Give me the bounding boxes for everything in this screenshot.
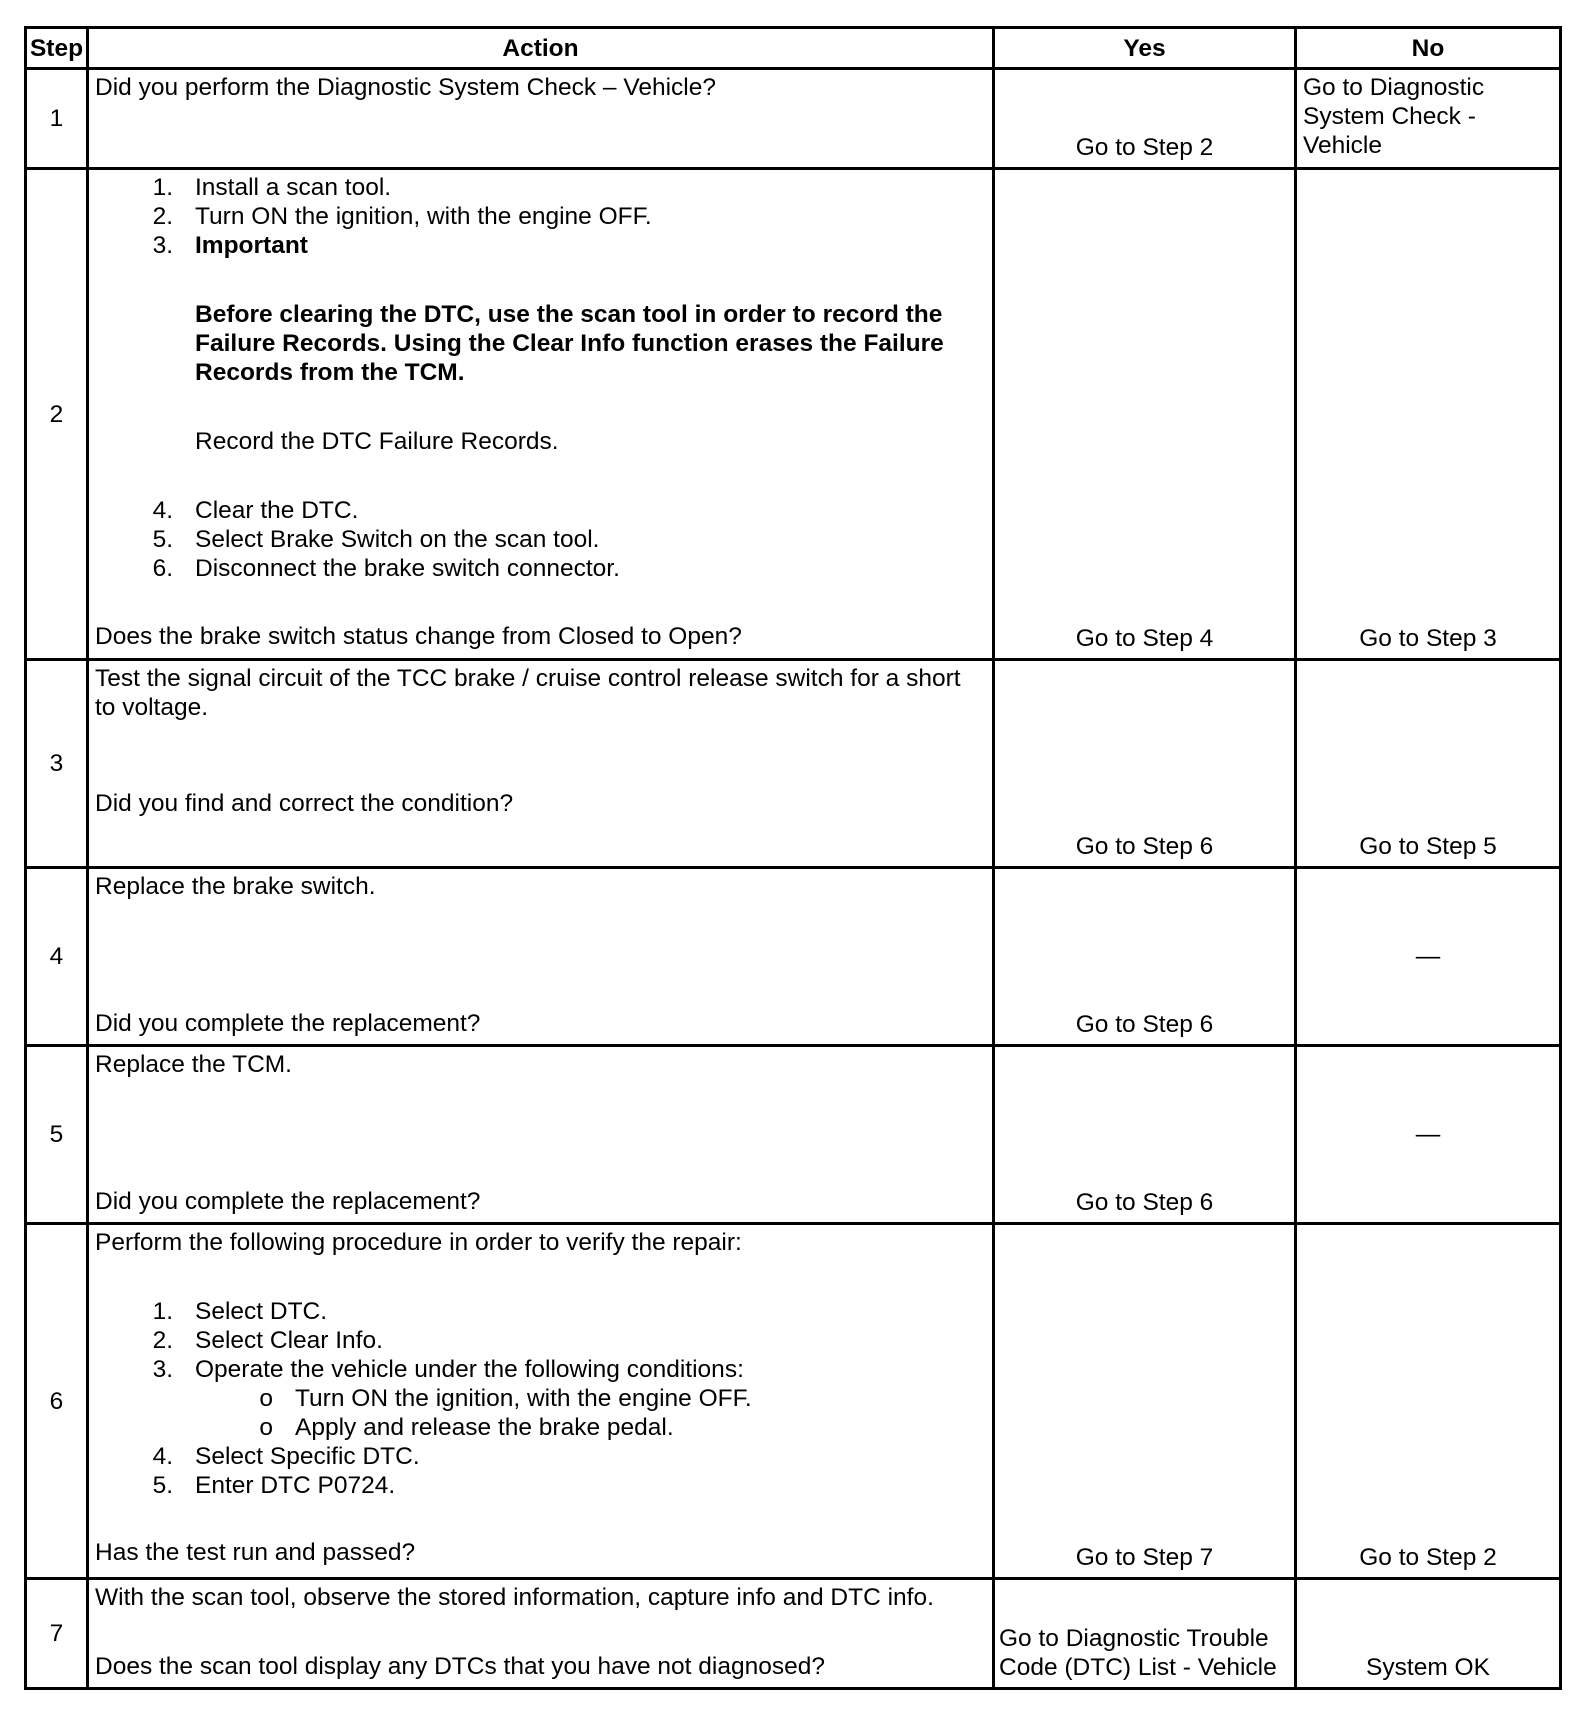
no-cell: System OK	[1296, 1579, 1561, 1689]
list-item: 3. Operate the vehicle under the following conditions:	[152, 1356, 744, 1383]
important-note: Before clearing the DTC, use the scan tool in order to record the Failure Records. Using the Clear Info function erases the Failure Records from the TCM.	[195, 301, 944, 386]
action-cell	[88, 69, 994, 169]
action-cell	[88, 1046, 994, 1224]
diagnostic-table-document	[24, 26, 1559, 1690]
sub-list-item: o Turn ON the ignition, with the engine OFF.	[259, 1385, 752, 1412]
table-row-step-2	[26, 169, 1561, 660]
no-cell: Go to Diagnostic System Check - Vehicle	[1296, 69, 1561, 169]
step-number: 4	[26, 868, 88, 1046]
question-text: Did you complete the replacement?	[95, 1188, 481, 1215]
no-cell	[1296, 1046, 1561, 1224]
table-row-step-7	[26, 1579, 1561, 1689]
table-row-step-4	[26, 868, 1561, 1046]
sub-list-item: o Apply and release the brake pedal.	[259, 1414, 674, 1441]
step-number: 6	[26, 1224, 88, 1579]
action-cell	[88, 660, 994, 868]
question-text: Does the brake switch status change from Closed to Open?	[95, 623, 742, 650]
action-text: Replace the brake switch.	[95, 873, 376, 900]
step-number: 1	[26, 69, 88, 169]
action-text: Test the signal circuit of the TCC brake / cruise control release switch for a short to voltage.	[95, 665, 961, 721]
list-item: 6. Disconnect the brake switch connector.	[152, 555, 620, 582]
no-cell: Go to Step 3	[1296, 169, 1561, 660]
header-yes: Yes	[994, 28, 1296, 69]
list-item: 4. Select Specific DTC.	[152, 1443, 420, 1470]
header-no: No	[1296, 28, 1561, 69]
no-cell: Go to Step 5	[1296, 660, 1561, 868]
diagnostic-table	[24, 26, 1562, 1690]
action-cell	[88, 1579, 994, 1689]
list-item: 2. Select Clear Info.	[152, 1327, 383, 1354]
action-text: Perform the following procedure in order to verify the repair:	[95, 1229, 742, 1256]
yes-cell: Go to Step 2	[994, 69, 1296, 169]
question-text: Has the test run and passed?	[95, 1539, 416, 1566]
important-label: Important	[195, 232, 308, 259]
no-value: —	[1415, 943, 1441, 970]
list-item: 2. Turn ON the ignition, with the engine OFF.	[152, 203, 652, 230]
table-row-step-3	[26, 660, 1561, 868]
record-text: Record the DTC Failure Records.	[195, 428, 559, 455]
action-text: Did you perform the Diagnostic System Check – Vehicle?	[95, 74, 716, 101]
header-action: Action	[88, 28, 994, 69]
step-number: 7	[26, 1579, 88, 1689]
list-item: 5. Select Brake Switch on the scan tool.	[152, 526, 600, 553]
question-text: Does the scan tool display any DTCs that you have not diagnosed?	[95, 1653, 825, 1680]
yes-cell: Go to Step 4	[994, 169, 1296, 660]
question-text: Did you complete the replacement?	[95, 1010, 481, 1037]
list-item: 5. Enter DTC P0724.	[152, 1472, 396, 1499]
step-number: 5	[26, 1046, 88, 1224]
no-value: —	[1415, 1121, 1441, 1148]
table-row-step-5	[26, 1046, 1561, 1224]
yes-cell: Go to Step 6	[994, 1046, 1296, 1224]
header-step: Step	[26, 28, 88, 69]
action-cell	[88, 169, 994, 660]
table-row-step-1	[26, 69, 1561, 169]
no-cell: Go to Step 2	[1296, 1224, 1561, 1579]
yes-cell: Go to Step 7	[994, 1224, 1296, 1579]
step-number: 2	[26, 169, 88, 660]
question-text: Did you find and correct the condition?	[95, 790, 514, 817]
yes-cell: Go to Step 6	[994, 660, 1296, 868]
step-number: 3	[26, 660, 88, 868]
action-cell	[88, 1224, 994, 1579]
list-item: 1. Install a scan tool.	[152, 174, 392, 201]
header-row	[26, 28, 1561, 69]
action-cell	[88, 868, 994, 1046]
table-row-step-6	[26, 1224, 1561, 1579]
list-item: 1. Select DTC.	[152, 1298, 328, 1325]
yes-cell: Go to Diagnostic Trouble Code (DTC) List - Vehicle	[994, 1579, 1296, 1689]
action-text: Replace the TCM.	[95, 1051, 292, 1078]
list-item: 4. Clear the DTC.	[152, 497, 359, 524]
no-cell	[1296, 868, 1561, 1046]
list-item: 3. Important	[152, 232, 308, 259]
action-text: With the scan tool, observe the stored information, capture info and DTC info.	[95, 1584, 934, 1611]
yes-cell: Go to Step 6	[994, 868, 1296, 1046]
